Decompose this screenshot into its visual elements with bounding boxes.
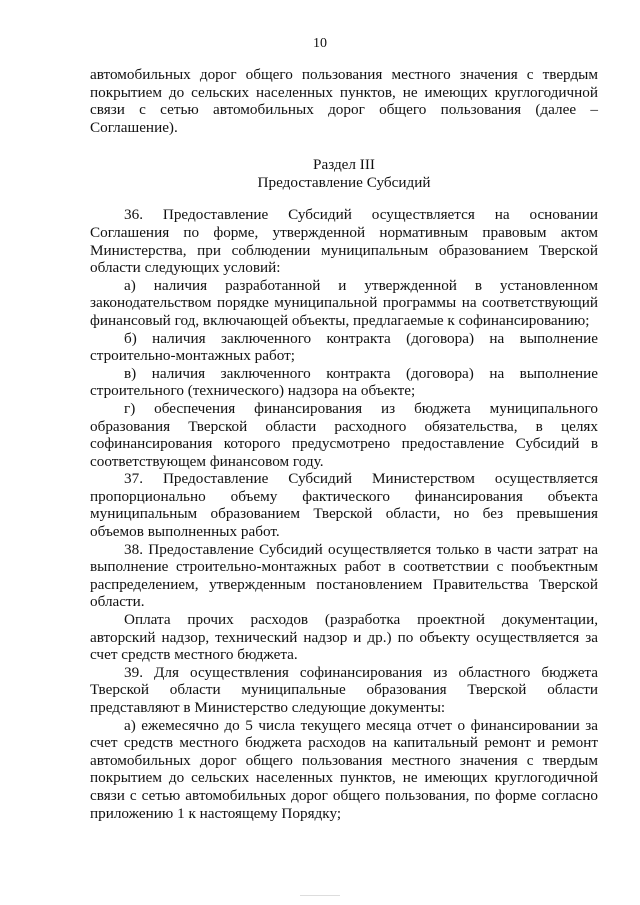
paragraph-36-b: б) наличия заключенного контракта (договора) на выполнение строительно-монтажных работ; [90,329,598,365]
section-heading [90,156,598,192]
page-number: 10 [313,36,327,51]
document-body [90,66,598,822]
paragraph-36-a: а) наличия разработанной и утвержденной в установленном законодательством порядке муниципальной программы на соответствующий финансовый год, включающей объекты, предлагаемые к софинансированию; [90,276,598,329]
paragraph-38-other-costs: Оплата прочих расходов (разработка проектной документации, авторский надзор, технический надзор и др.) по объекту осуществляется за счет средств местного бюджета. [90,611,598,664]
intro-paragraph: автомобильных дорог общего пользования местного значения с твердым покрытием до сельских населенных пунктов, не имеющих круглогодичной связи с сетью автомобильных дорог общего пользования (далее – Соглашение). [90,66,598,136]
paragraph-39-a: а) ежемесячно до 5 числа текущего месяца отчет о финансировании за счет средств местного бюджета расходов на капитальный ремонт и ремонт автомобильных дорог общего пользования местного значения с твердым покрытием до сельских населенных пунктов, не имеющих круглогодичной связи с сетью автомобильных дорог общего пользования, по форме согласно приложению 1 к настоящему Порядку; [90,716,598,822]
paragraph-36-v: в) наличия заключенного контракта (договора) на выполнение строительного (технического) надзора на объекте; [90,364,598,400]
section-title: Раздел III [313,156,375,174]
paragraph-36-g: г) обеспечения финансирования из бюджета муниципального образования Тверской области расходного обязательства, в целях софинансирования которого предусмотрено предоставление Субсидий в соответствующем финансовом году. [90,399,598,470]
paragraph-38: 38. Предоставление Субсидий осуществляется только в части затрат на выполнение строительно-монтажных работ в соответствии с пообъектным распределением, утвержденным постановлением Правительства Тверской области. [90,540,598,611]
paragraph-39: 39. Для осуществления софинансирования из областного бюджета Тверской области муниципальные образования Тверской области представляют в Министерство следующие документы: [90,663,598,716]
section-subtitle: Предоставление Субсидий [257,174,431,192]
paragraph-36: 36. Предоставление Субсидий осуществляется на основании Соглашения по форме, утвержденной нормативным правовым актом Министерства, при соблюдении муниципальным образованием Тверской области следующих условий: [90,206,598,277]
paragraph-37: 37. Предоставление Субсидий Министерством осуществляется пропорционально объему фактического финансирования объекта муниципальным образованием Тверской области, но без превышения объемов выполненных работ. [90,470,598,541]
bottom-scan-mark [300,895,340,896]
